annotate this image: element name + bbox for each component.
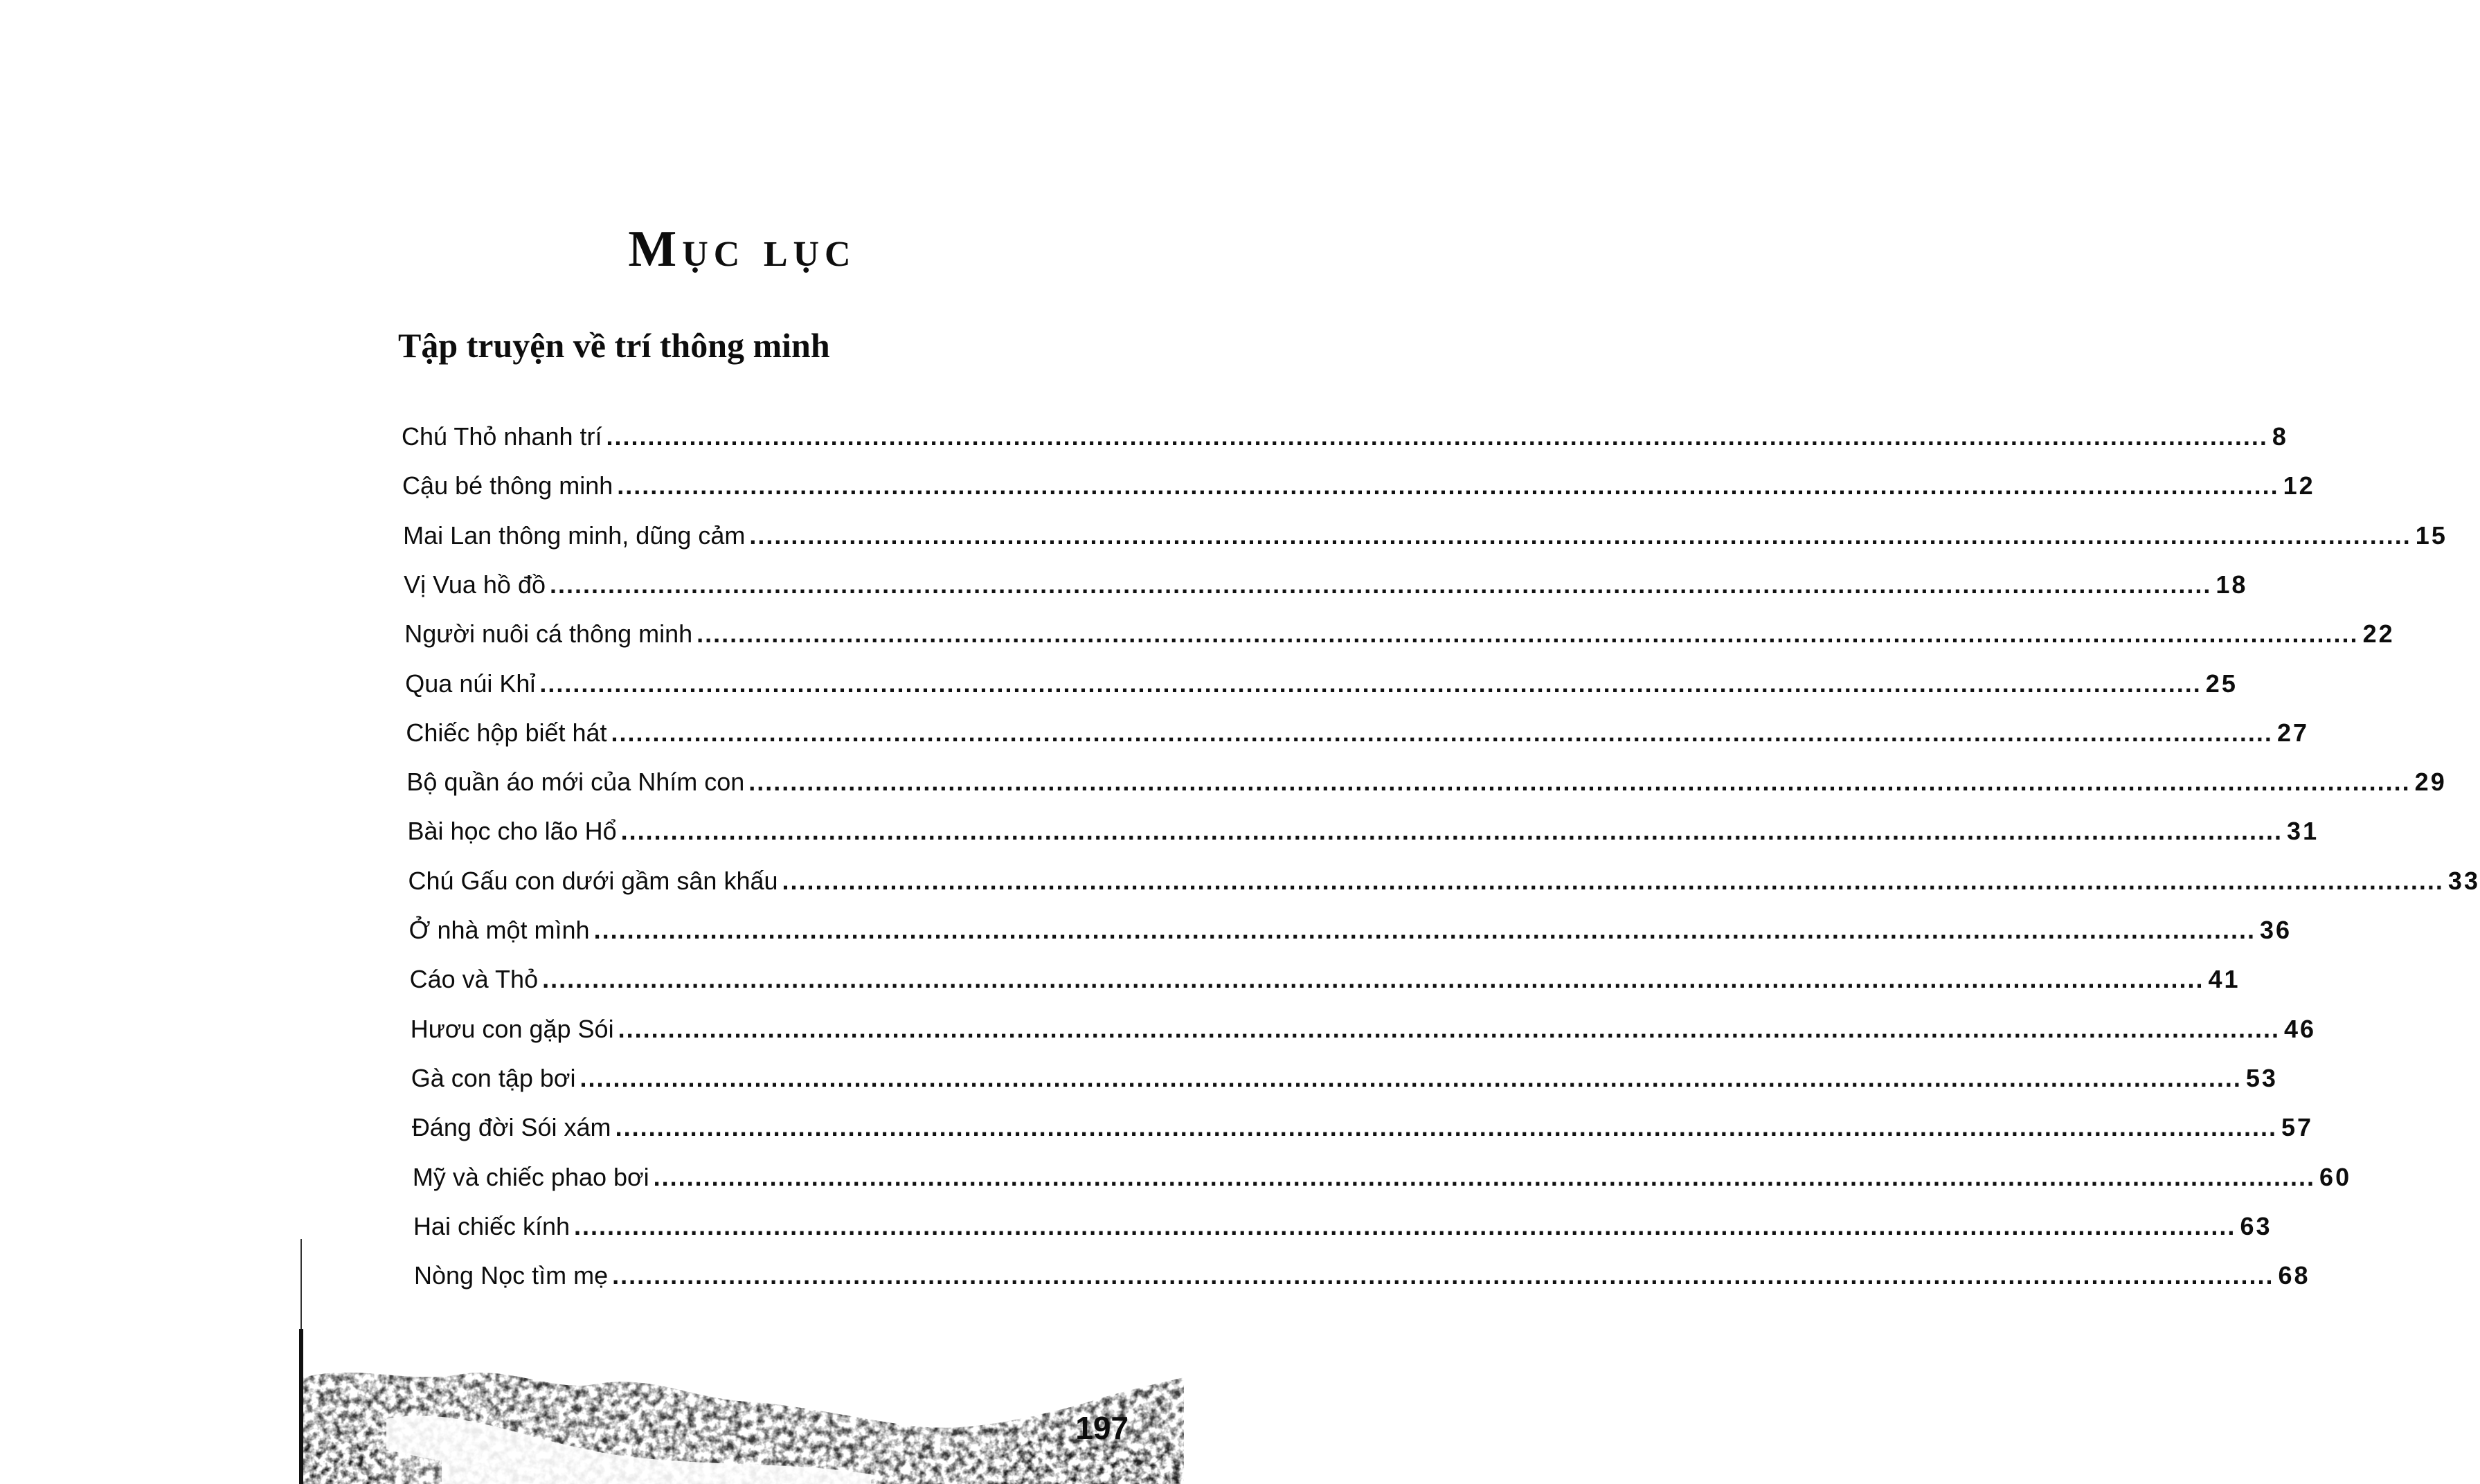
dot-leader: ........................................................................................................................................................................................................	[653, 1162, 2316, 1191]
dot-leader: ........................................................................................................................................................................................................	[611, 718, 2273, 747]
landscape-illustration	[303, 1336, 1184, 1484]
toc-entry-page: 68	[2278, 1261, 2310, 1290]
section-title: Tập truyện về trí thông minh	[398, 326, 830, 365]
toc-entry-page: 12	[2283, 471, 2315, 500]
toc-entry-title: Mai Lan thông minh, dũng cảm	[403, 521, 746, 550]
dot-leader: ........................................................................................................................................................................................................	[748, 768, 2411, 797]
dot-leader: ........................................................................................................................................................................................................	[539, 669, 2202, 698]
toc-entry-title: Ở nhà một mình	[408, 916, 590, 944]
toc-entry	[414, 1258, 2310, 1293]
toc-entry-page: 15	[2415, 521, 2447, 550]
toc-entry-title: Nòng Nọc tìm mẹ	[414, 1261, 609, 1290]
toc-entry-page: 41	[2208, 965, 2240, 994]
toc-entry-title: Bộ quần áo mới của Nhím con	[406, 768, 745, 797]
dot-leader: ........................................................................................................................................................................................................	[617, 471, 2279, 500]
toc-entry-page: 36	[2259, 916, 2292, 944]
dot-leader: ........................................................................................................................................................................................................	[618, 1014, 2280, 1043]
toc-entry-page: 53	[2245, 1063, 2278, 1092]
toc-entry	[412, 1160, 2352, 1195]
toc-entry-page: 29	[2414, 768, 2447, 797]
toc-entry	[404, 568, 2248, 602]
toc-entry-title: Chú Thỏ nhanh trí	[402, 422, 602, 451]
toc-entry	[406, 716, 2309, 750]
toc-entry-page: 63	[2240, 1211, 2272, 1240]
toc-entry-page: 33	[2447, 866, 2480, 895]
toc-entry	[402, 419, 2288, 454]
toc-entry-page: 18	[2216, 570, 2248, 599]
toc-entry-page: 60	[2319, 1162, 2352, 1191]
toc-entry	[409, 962, 2240, 997]
dot-leader: ........................................................................................................................................................................................................	[749, 521, 2411, 550]
dot-leader: ........................................................................................................................................................................................................	[593, 916, 2256, 944]
toc-entry	[408, 913, 2292, 948]
toc-entry-title: Chú Gấu con dưới gầm sân khấu	[408, 866, 778, 895]
toc-entry-page: 8	[2272, 422, 2288, 451]
toc-entry	[410, 1012, 2317, 1047]
toc-entry-page: 46	[2283, 1014, 2317, 1043]
dot-leader: ........................................................................................................................................................................................................	[542, 965, 2204, 994]
toc-entry-page: 31	[2287, 817, 2319, 846]
toc-entry-page: 25	[2205, 669, 2238, 698]
toc-entry	[411, 1061, 2278, 1096]
toc-entry-title: Người nuôi cá thông minh	[404, 619, 693, 649]
toc-entry-title: Hai chiếc kính	[413, 1211, 570, 1240]
toc-entry	[404, 617, 2395, 651]
dot-leader: ........................................................................................................................................................................................................	[615, 1113, 2277, 1142]
dot-leader: ........................................................................................................................................................................................................	[782, 866, 2444, 895]
toc-entry-title: Qua núi Khỉ	[405, 669, 536, 698]
toc-entry-title: Chiếc hộp biết hát	[406, 718, 607, 747]
toc-entry	[405, 667, 2238, 701]
toc-entry	[413, 1209, 2272, 1244]
dot-leader: ........................................................................................................................................................................................................	[620, 817, 2283, 846]
toc-entry-page: 57	[2281, 1113, 2313, 1142]
page-title: Mục lục	[628, 221, 856, 278]
toc-entry-title: Vị Vua hồ đồ	[404, 570, 546, 599]
toc-entry-title: Mỹ và chiếc phao bơi	[412, 1162, 649, 1191]
dot-leader: ........................................................................................................................................................................................................	[574, 1211, 2236, 1240]
toc-entry-title: Bài học cho lão Hổ	[407, 817, 617, 846]
dot-leader: ........................................................................................................................................................................................................	[579, 1063, 2242, 1092]
toc-entry	[408, 864, 2480, 898]
dot-leader: ........................................................................................................................................................................................................	[612, 1261, 2274, 1290]
toc-entry-page: 27	[2276, 718, 2309, 747]
toc-entry	[402, 469, 2315, 503]
toc-entry	[411, 1110, 2313, 1145]
toc-entry-title: Cáo và Thỏ	[409, 965, 539, 994]
dot-leader: ........................................................................................................................................................................................................	[550, 570, 2212, 599]
toc-entry	[406, 765, 2447, 799]
toc-entry-title: Đáng đời Sói xám	[411, 1113, 611, 1142]
toc-entry	[403, 518, 2447, 553]
page-number: 197	[1075, 1410, 1129, 1446]
toc-entry-title: Cậu bé thông minh	[402, 471, 613, 500]
dot-leader: ........................................................................................................................................................................................................	[697, 619, 2359, 649]
toc-entry	[407, 814, 2319, 849]
toc-entry-page: 22	[2362, 619, 2395, 649]
toc-entry-title: Hươu con gặp Sói	[410, 1014, 614, 1043]
toc-entry-title: Gà con tập bơi	[411, 1063, 576, 1092]
dot-leader: ........................................................................................................................................................................................................	[606, 422, 2268, 451]
